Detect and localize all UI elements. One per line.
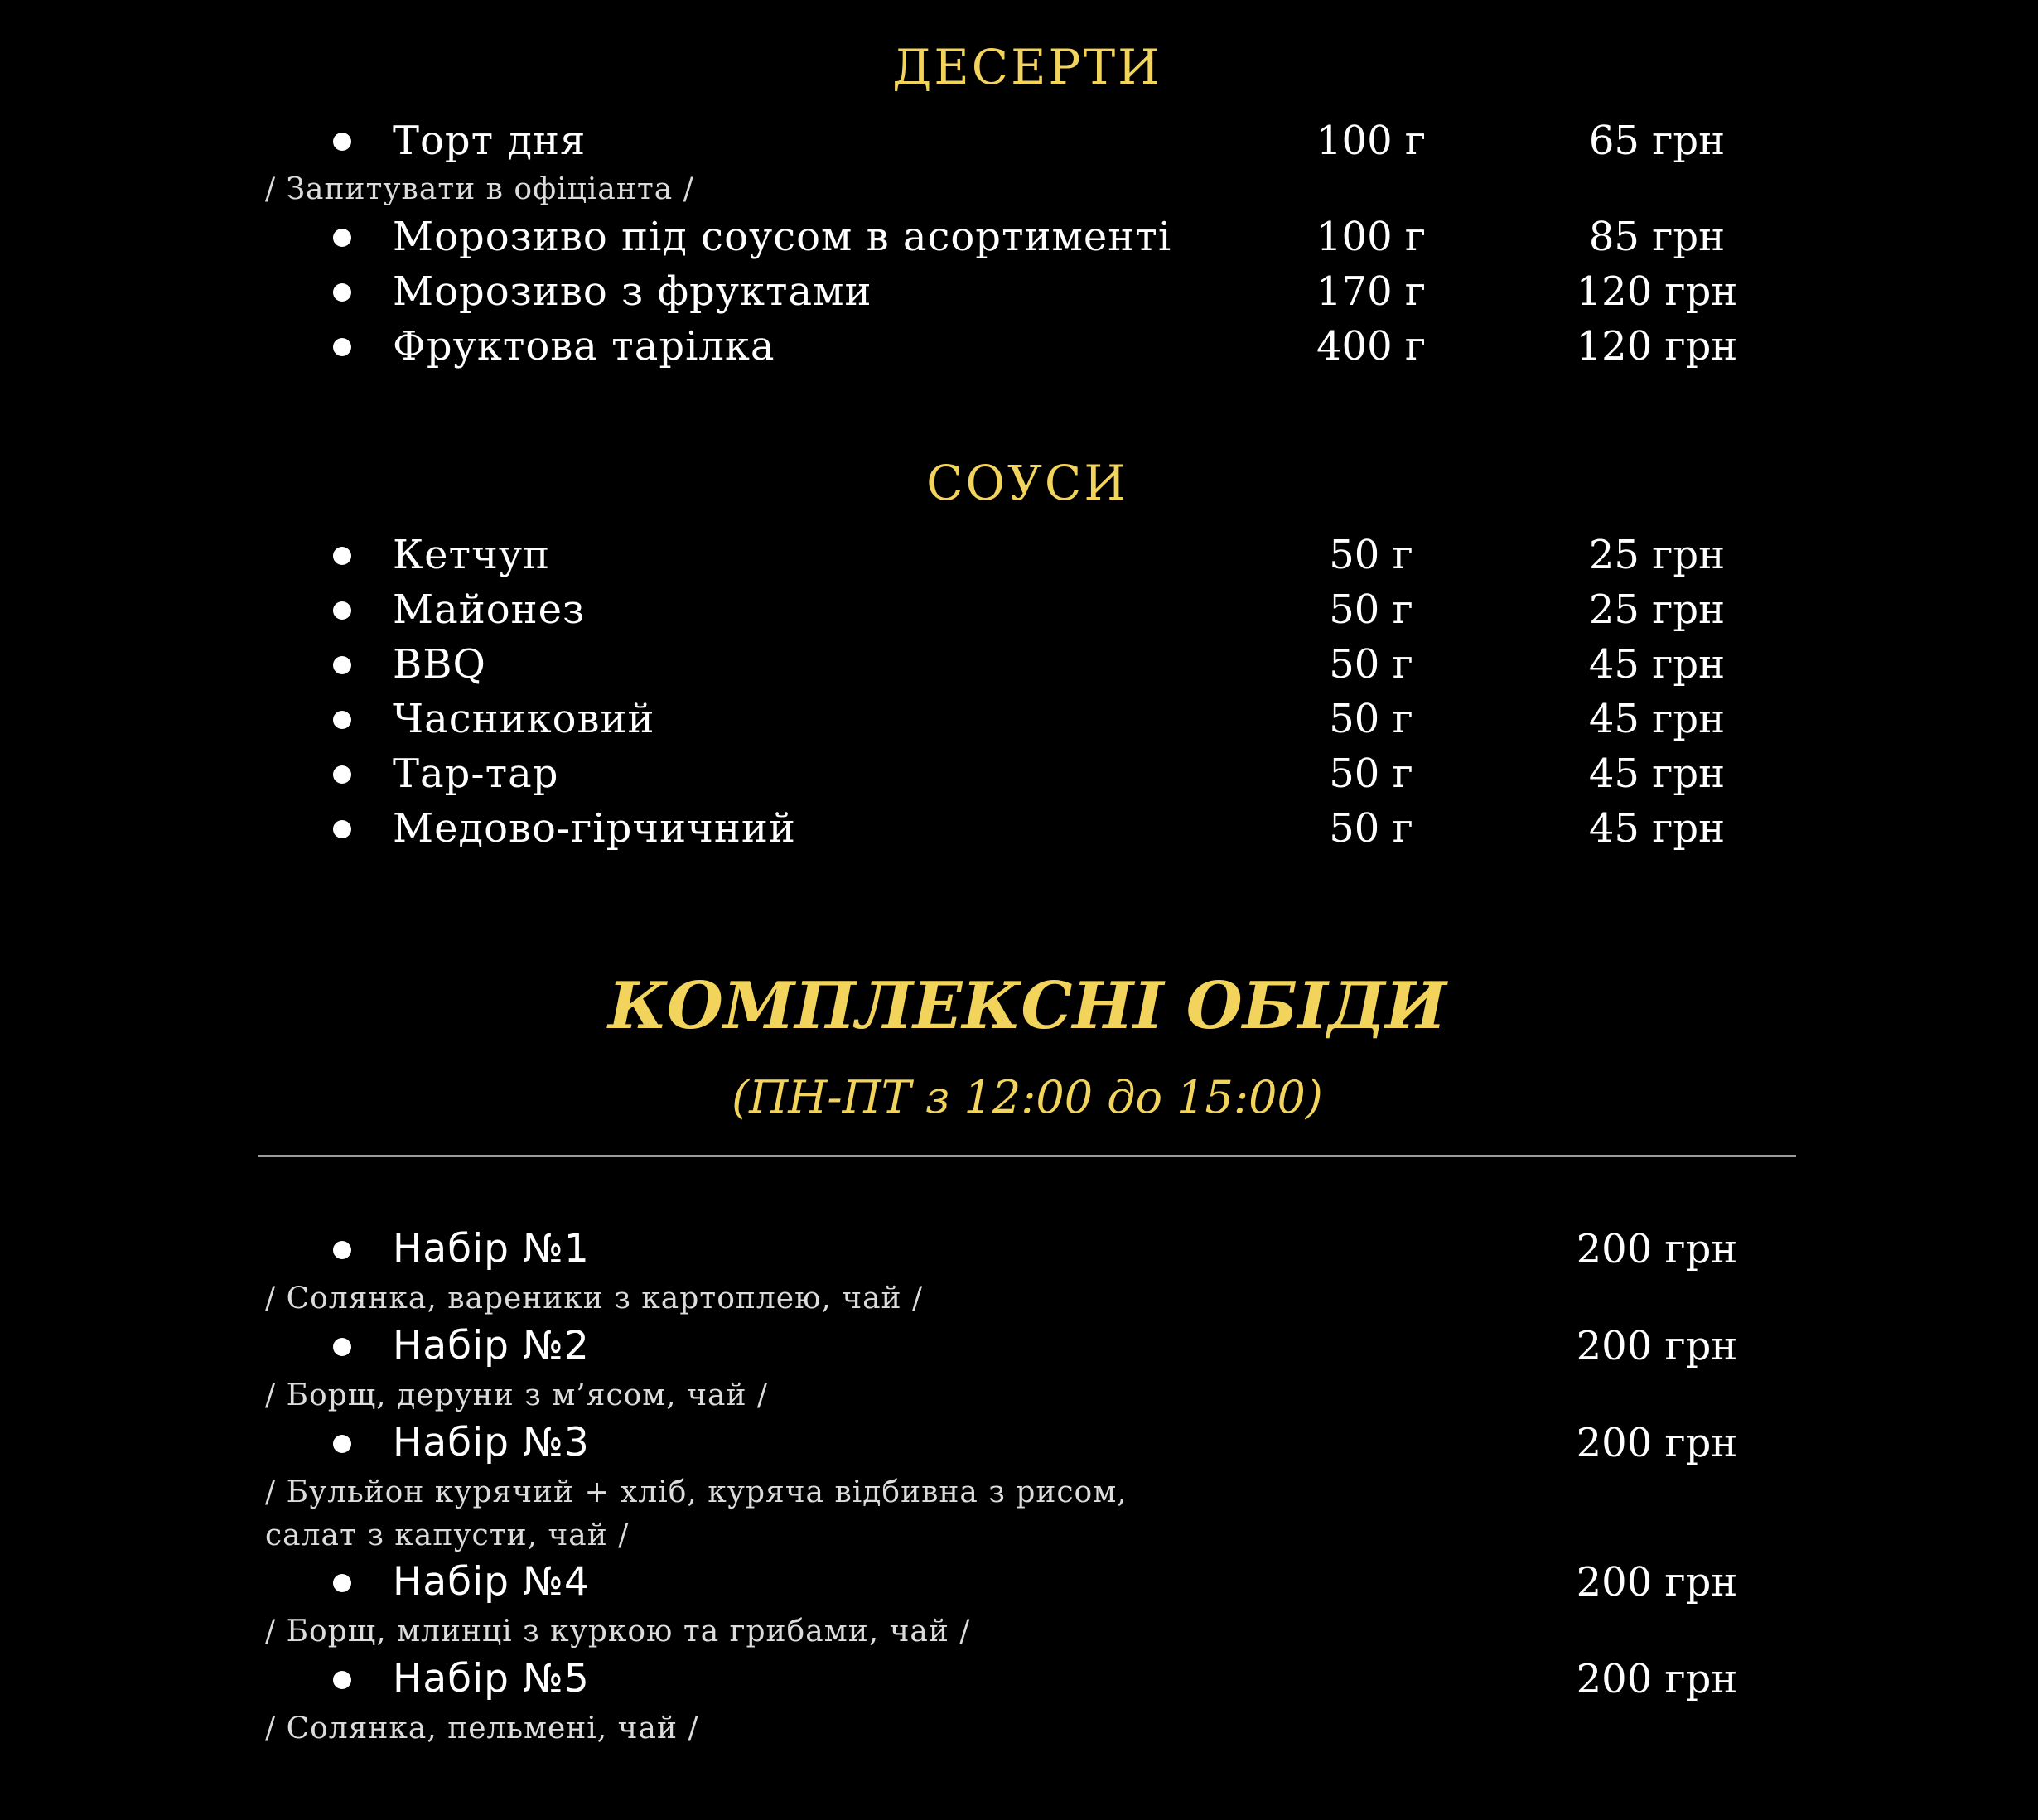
item-price: 45 грн bbox=[1588, 696, 1726, 742]
item-note: / Бульйон курячий + хліб, куряча відбивна з рисом, салат з капусти, чай / bbox=[265, 1475, 1128, 1552]
bullet-icon bbox=[333, 283, 351, 302]
item-weight: 50 г bbox=[1329, 696, 1413, 742]
item-note: / Солянка, вареники з картоплею, чай / bbox=[265, 1282, 924, 1316]
menu-item-garlic bbox=[0, 694, 2038, 744]
menu-item-set-5 bbox=[0, 1654, 2038, 1704]
bullet-icon bbox=[333, 133, 351, 151]
item-note: / Борщ, деруни з м’ясом, чай / bbox=[265, 1378, 769, 1412]
bullet-icon bbox=[333, 711, 351, 729]
bullet-icon bbox=[333, 1671, 351, 1689]
item-name: Торт дня bbox=[393, 118, 587, 164]
menu-item-cake-of-day bbox=[0, 116, 2038, 166]
item-name: Фруктова тарілка bbox=[393, 323, 775, 369]
item-note: / Солянка, пельмені, чай / bbox=[265, 1711, 699, 1745]
item-weight: 100 г bbox=[1316, 118, 1427, 164]
item-price: 200 грн bbox=[1576, 1323, 1738, 1369]
item-weight: 50 г bbox=[1329, 532, 1413, 578]
item-price: 200 грн bbox=[1576, 1656, 1738, 1702]
menu-item-set-1 bbox=[0, 1224, 2038, 1274]
item-price: 200 грн bbox=[1576, 1559, 1738, 1605]
item-weight: 50 г bbox=[1329, 805, 1413, 852]
item-price: 120 грн bbox=[1576, 268, 1738, 315]
item-weight: 50 г bbox=[1329, 587, 1413, 633]
lunches-title: КОМПЛЕКСНІ ОБІДИ bbox=[608, 968, 1446, 1044]
item-name: Кетчуп bbox=[393, 532, 551, 578]
item-weight: 50 г bbox=[1329, 641, 1413, 688]
menu-item-mayonnaise bbox=[0, 585, 2038, 635]
bullet-icon bbox=[333, 820, 351, 838]
item-price: 25 грн bbox=[1588, 532, 1726, 578]
menu-item-tartar bbox=[0, 749, 2038, 799]
bullet-icon bbox=[333, 1574, 351, 1592]
menu-item-set-2 bbox=[0, 1321, 2038, 1371]
menu-item-ice-cream-fruit bbox=[0, 267, 2038, 316]
item-weight: 50 г bbox=[1329, 751, 1413, 797]
bullet-icon bbox=[333, 229, 351, 247]
divider bbox=[258, 1155, 1796, 1157]
item-price: 200 грн bbox=[1576, 1226, 1738, 1272]
bullet-icon bbox=[333, 1241, 351, 1259]
item-name: Набір №3 bbox=[393, 1420, 590, 1465]
menu-item-set-4 bbox=[0, 1557, 2038, 1607]
bullet-icon bbox=[333, 765, 351, 784]
item-name: Набір №1 bbox=[393, 1226, 590, 1272]
item-price: 200 грн bbox=[1576, 1420, 1738, 1466]
bullet-icon bbox=[333, 547, 351, 565]
menu-item-bbq bbox=[0, 640, 2038, 689]
item-price: 25 грн bbox=[1588, 587, 1726, 633]
item-name: Тар-тар bbox=[393, 751, 559, 797]
bullet-icon bbox=[333, 1435, 351, 1453]
item-price: 120 грн bbox=[1576, 323, 1738, 369]
bullet-icon bbox=[333, 338, 351, 356]
bullet-icon bbox=[333, 601, 351, 620]
item-price: 45 грн bbox=[1588, 751, 1726, 797]
item-price: 45 грн bbox=[1588, 641, 1726, 688]
item-name: Морозиво з фруктами bbox=[393, 268, 872, 315]
bullet-icon bbox=[333, 656, 351, 674]
menu-item-set-3 bbox=[0, 1418, 2038, 1468]
menu-item-ketchup bbox=[0, 530, 2038, 580]
item-name: Морозиво під соусом в асортименті bbox=[393, 214, 1172, 260]
item-price: 85 грн bbox=[1588, 214, 1726, 260]
lunches-subtitle: (ПН-ПТ з 12:00 до 15:00) bbox=[732, 1071, 1323, 1123]
item-name: Майонез bbox=[393, 587, 586, 633]
item-weight: 170 г bbox=[1316, 268, 1427, 315]
desserts-title: ДЕСЕРТИ bbox=[892, 39, 1162, 95]
menu-item-ice-cream-sauce bbox=[0, 212, 2038, 262]
item-name: Набір №5 bbox=[393, 1656, 590, 1702]
item-weight: 400 г bbox=[1316, 323, 1427, 369]
item-price: 65 грн bbox=[1588, 118, 1726, 164]
item-name: Набір №4 bbox=[393, 1559, 590, 1605]
item-weight: 100 г bbox=[1316, 214, 1427, 260]
bullet-icon bbox=[333, 1338, 351, 1356]
sauces-title: СОУСИ bbox=[926, 455, 1128, 511]
item-name: Часниковий bbox=[393, 696, 655, 742]
item-name: BBQ bbox=[393, 641, 486, 688]
menu-item-honey-mustard bbox=[0, 804, 2038, 853]
item-name: Медово-гірчичний bbox=[393, 805, 796, 852]
item-note: / Борщ, млинці з куркою та грибами, чай / bbox=[265, 1615, 971, 1649]
menu-item-fruit-plate bbox=[0, 321, 2038, 371]
item-name: Набір №2 bbox=[393, 1323, 590, 1369]
item-note: / Запитувати в офіціанта / bbox=[265, 172, 694, 206]
item-price: 45 грн bbox=[1588, 805, 1726, 852]
